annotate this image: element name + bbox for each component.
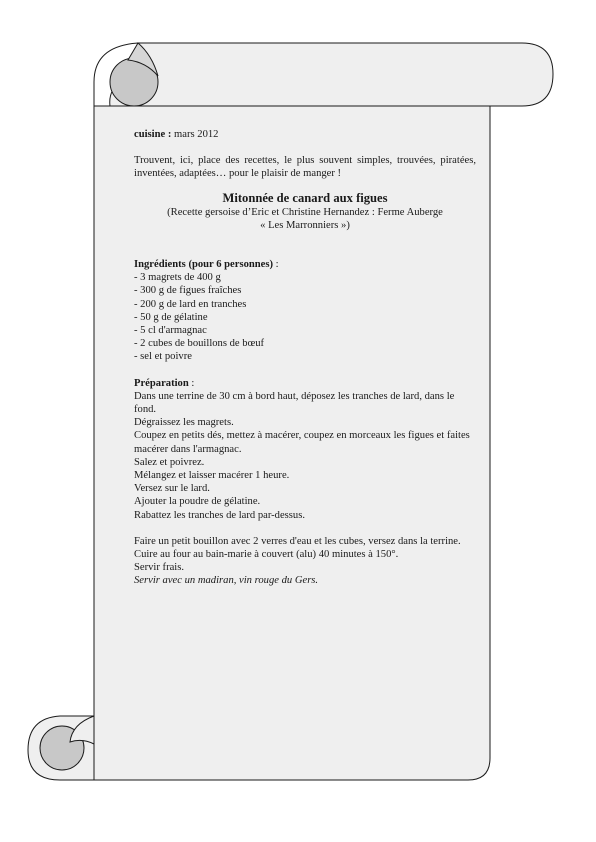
issue-date: mars 2012 <box>174 129 219 140</box>
wine-pairing <box>134 574 476 587</box>
preparation-step: Rabattez les tranches de lard par-dessus. <box>134 509 305 521</box>
intro-text: Trouvent, ici, place des recettes, le plus souvent simples, trouvées, piratées, inventées, adaptées… pour le plaisir de manger ! <box>134 155 476 180</box>
preparation-step: Salez et poivrez. <box>134 456 205 468</box>
preparation-step: Dégraissez les magrets. <box>134 417 234 429</box>
preparation-step: Ajouter la poudre de gélatine. <box>134 496 261 508</box>
preparation-steps-final <box>134 535 476 588</box>
ingredient-item: - 200 g de lard en tranches <box>134 298 247 310</box>
ingredient-item: - 50 g de gélatine <box>134 311 208 323</box>
category-label: cuisine : <box>134 129 172 140</box>
ingredient-item: - 5 cl d'armagnac <box>134 325 207 337</box>
ingredient-item: - 3 magrets de 400 g <box>134 272 221 284</box>
preparation-step: Faire un petit bouillon avec 2 verres d'eau et les cubes, versez dans la terrine. <box>134 535 461 547</box>
recipe-text-block <box>134 128 476 588</box>
preparation-step: Servir frais. <box>134 562 185 574</box>
scroll-top-roll <box>110 43 553 106</box>
preparation-heading-colon: : <box>188 377 195 389</box>
ingredient-item: - 300 g de figues fraîches <box>134 285 242 297</box>
wine-pairing-text: Servir avec un madiran, vin rouge du Gers. <box>134 575 319 587</box>
ingredients-heading-line <box>134 258 476 271</box>
preparation-step: Mélangez et laisser macérer 1 heure. <box>134 470 290 482</box>
preparation-steps <box>134 390 476 522</box>
recipe-title: Mitonnée de canard aux figues <box>222 190 388 205</box>
preparation-heading: Préparation <box>134 377 189 389</box>
ingredient-item: - sel et poivre <box>134 351 192 363</box>
preparation-step: Coupez en petits dés, mettez à macérer, coupez en morceaux les figues et faites macérer dans l'armagnac. <box>134 430 470 455</box>
recipe-source-line-2: « Les Marronniers ») <box>260 219 350 231</box>
recipe-source-line-1: (Recette gersoise d’Eric et Christine Hernandez : Ferme Auberge <box>167 206 443 218</box>
preparation-step: Dans une terrine de 30 cm à bord haut, déposez les tranches de lard, dans le fond. <box>134 390 455 416</box>
ingredients-heading-colon: : <box>273 259 279 271</box>
header-line <box>134 128 476 141</box>
preparation-step: Cuire au four au bain-marie à couvert (alu) 40 minutes à 150°. <box>134 549 399 561</box>
ingredients-heading: Ingrédients (pour 6 personnes) <box>134 259 274 271</box>
ingredients-list <box>134 271 476 363</box>
preparation-heading-line <box>134 377 476 390</box>
ingredient-item: - 2 cubes de bouillons de bœuf <box>134 338 265 350</box>
preparation-step: Versez sur le lard. <box>134 483 210 495</box>
